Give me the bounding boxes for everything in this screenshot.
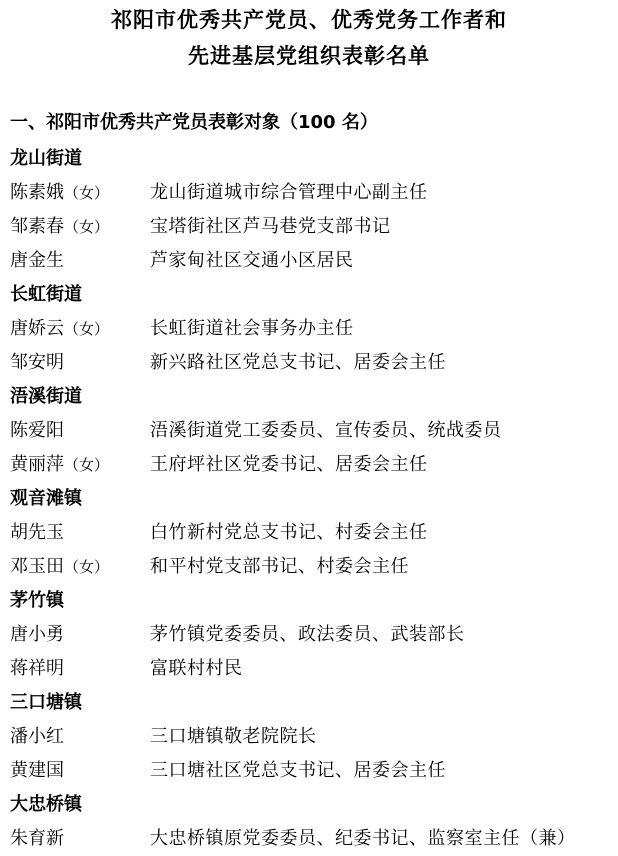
gender-note: （女）: [64, 184, 110, 202]
honoree-name: [10, 652, 64, 686]
honoree-row: [0, 244, 618, 278]
honoree-name-text: 潘小红: [10, 726, 64, 747]
honoree-name-text: 胡先玉: [10, 522, 64, 543]
honoree-row: [0, 210, 618, 244]
honoree-position: 龙山街道城市综合管理中心副主任: [150, 182, 428, 203]
honoree-name-text: 黄建国: [10, 760, 64, 781]
honoree-name-text: 邓玉田: [10, 556, 64, 577]
honoree-name: [10, 210, 109, 244]
honoree-position: 富联村村民: [150, 658, 243, 679]
unit-heading: 茅竹镇: [10, 590, 64, 611]
honoree-position: 茅竹镇党委委员、政法委员、武装部长: [150, 624, 465, 645]
honoree-name: [10, 312, 109, 346]
honoree-list: [0, 142, 618, 856]
honoree-position: 芦家甸社区交通小区居民: [150, 250, 354, 271]
honoree-row: [0, 516, 618, 550]
honoree-position: 长虹街道社会事务办主任: [150, 318, 354, 339]
honoree-name: [10, 822, 64, 856]
unit-heading: 长虹街道: [10, 284, 82, 305]
honoree-name: [10, 346, 64, 380]
section-heading: 一、祁阳市优秀共产党员表彰对象（100 名）: [10, 112, 378, 133]
honoree-position: 新兴路社区党总支书记、居委会主任: [150, 352, 446, 373]
honoree-name-text: 邹素春: [10, 216, 64, 237]
honoree-name-text: 唐小勇: [10, 624, 64, 645]
honoree-row: [0, 312, 618, 346]
honoree-position: 三口塘社区党总支书记、居委会主任: [150, 760, 446, 781]
honoree-row: [0, 176, 618, 210]
honoree-name-text: 陈爱阳: [10, 420, 64, 441]
honoree-name: [10, 244, 64, 278]
honoree-name-text: 陈素娥: [10, 182, 64, 203]
honoree-position: 三口塘镇敬老院院长: [150, 726, 317, 747]
honoree-row: [0, 652, 618, 686]
honoree-position: 大忠桥镇原党委委员、纪委书记、监察室主任（兼）: [150, 828, 576, 849]
honoree-name-text: 唐金生: [10, 250, 64, 271]
honoree-position: 和平村党支部书记、村委会主任: [150, 556, 409, 577]
honoree-position: 白竹新村党总支书记、村委会主任: [150, 522, 428, 543]
gender-note: （女）: [64, 218, 110, 236]
honoree-row: [0, 754, 618, 788]
honoree-row: [0, 346, 618, 380]
honoree-row: [0, 720, 618, 754]
honoree-name: [10, 550, 109, 584]
honoree-name: [10, 754, 64, 788]
unit-heading: 浯溪街道: [10, 386, 82, 407]
honoree-name: [10, 720, 64, 754]
honoree-name-text: 唐娇云: [10, 318, 64, 339]
document-title-line-1: 祁阳市优秀共产党员、优秀党务工作者和: [111, 8, 507, 32]
honoree-row: [0, 618, 618, 652]
unit-heading: 观音滩镇: [10, 488, 82, 509]
honoree-name-text: 黄丽萍: [10, 454, 64, 475]
honoree-position: 王府坪社区党委书记、居委会主任: [150, 454, 428, 475]
honoree-name-text: 邹安明: [10, 352, 64, 373]
gender-note: （女）: [64, 456, 110, 474]
honoree-name: [10, 414, 64, 448]
unit-heading: 龙山街道: [10, 148, 82, 169]
gender-note: （女）: [64, 320, 110, 338]
unit-heading: 三口塘镇: [10, 692, 82, 713]
honoree-name: [10, 448, 109, 482]
honoree-name-text: 朱育新: [10, 828, 64, 849]
honoree-name: [10, 618, 64, 652]
honoree-row: [0, 550, 618, 584]
honoree-row: [0, 822, 618, 856]
honoree-row: [0, 414, 618, 448]
honoree-row: [0, 448, 618, 482]
honoree-position: 宝塔街社区芦马巷党支部书记: [150, 216, 391, 237]
unit-heading: 大忠桥镇: [10, 794, 82, 815]
document-title-line-2: 先进基层党组织表彰名单: [188, 44, 430, 68]
honoree-name: [10, 176, 109, 210]
honoree-name: [10, 516, 64, 550]
honoree-name-text: 蒋祥明: [10, 658, 64, 679]
honoree-position: 浯溪街道党工委委员、宣传委员、统战委员: [150, 420, 502, 441]
gender-note: （女）: [64, 558, 110, 576]
